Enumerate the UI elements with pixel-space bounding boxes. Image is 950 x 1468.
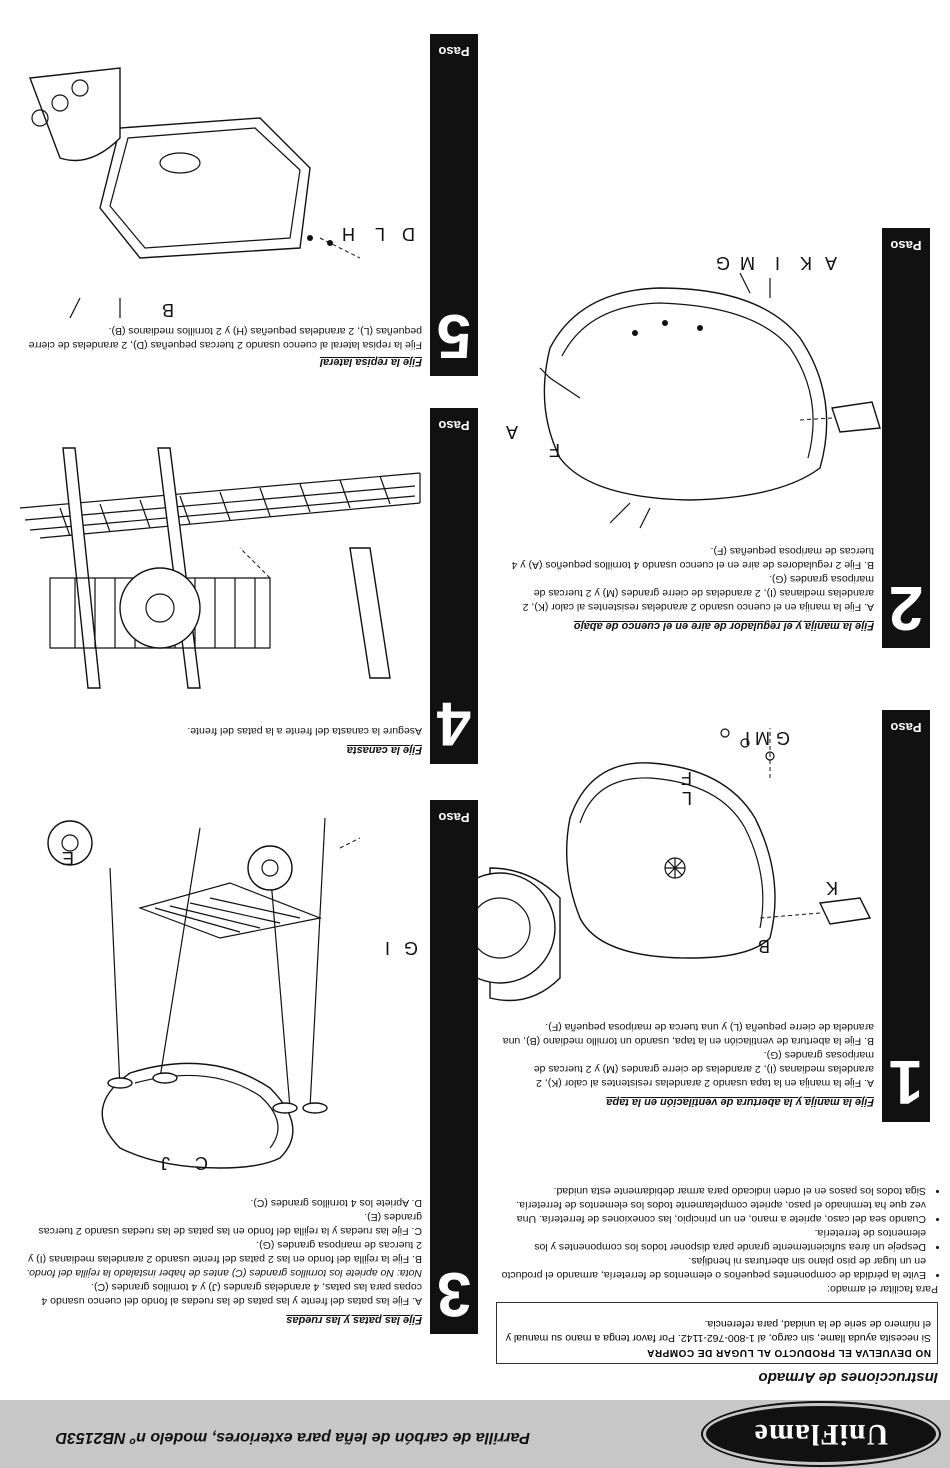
step-1-label: M — [755, 728, 770, 748]
step-5-label: D — [402, 224, 415, 244]
step-3-title: Fije las patas y las ruedas — [286, 1314, 422, 1326]
step-2-title: Fije la manija y el regulador de aire en el cuenco de abajo — [573, 620, 874, 632]
tips — [498, 1184, 938, 1296]
paso-1-number: 1 — [888, 1047, 924, 1116]
step-1-label: I — [744, 728, 750, 748]
step-3-item-d: D. Apriete los 4 tornillos grandes (C). — [250, 1197, 422, 1209]
step-5-title: Fije la repisa lateral — [319, 356, 422, 368]
step-1-instructions — [494, 1020, 874, 1090]
step-2-label: A — [505, 422, 518, 442]
document-title: Parrilla de carbón de leña para exteriores, modelo nº NB2153D — [55, 1429, 530, 1446]
paso-3-number: 3 — [436, 1259, 472, 1328]
step-2-item-b: B. Fije 2 reguladores de aire en el cuenco usando 4 tornillos pequeños (A) y 4 tuercas de mariposa pequeñas (F). — [511, 545, 874, 571]
step-1-diagram — [490, 698, 890, 1018]
notice-bold: NO DEVUELVA EL PRODUCTO AL LUGAR DE COMPRA — [646, 1347, 931, 1358]
step-3-label: J — [161, 1153, 170, 1173]
step-4-title: Fije la canasta — [346, 744, 422, 756]
paso-3-bar — [430, 800, 478, 1334]
step-3-note: Nota: No apriete los tornillos grandes (C) antes de haber instalado la rejilla del fondo. — [26, 1267, 422, 1279]
step-2-label: F — [549, 440, 560, 460]
step-3-item-a: A. Fije las patas del frente y las patas de las ruedas al fondo del cuenco usando 4 copas para las patas, 4 arandelas grandes (J) y 4 tornillos grandes (C). — [41, 1281, 422, 1307]
paso-5-word: Paso — [438, 44, 470, 59]
paso-4-bar — [430, 408, 478, 764]
tip-item: • Cuando sea del caso, apriete a mano, en un principio, las conexiones de ferretería. Una vez que ha terminado el paso, apriete completamente todos los elementos de ferretería. — [498, 1198, 926, 1226]
paso-2-bar — [882, 228, 930, 648]
step-4-item: Asegure la canasta del frente a la patas del frente. — [187, 725, 422, 737]
step-4-instructions — [22, 724, 422, 738]
step-2-instructions — [494, 544, 874, 614]
paso-5-number: 5 — [436, 301, 472, 370]
step-1-label: K — [825, 878, 838, 898]
paso-5-bar — [430, 34, 478, 376]
step-1-label: G — [775, 728, 790, 748]
step-2-label: A — [824, 253, 837, 273]
tips-lead: Para facilitar el armado: — [827, 1283, 938, 1295]
step-3-item-c: C. Fije las ruedas y la rejilla del fondo en las patas de las ruedas usando 2 tuercas grandes (E). — [38, 1211, 422, 1237]
step-5-label: B — [161, 300, 174, 320]
step-3-diagram — [20, 788, 420, 1168]
step-5-item: Fije la repisa lateral al cuenco usando 2 tuercas pequeñas (D), 2 arandelas de cierre pequeñas (L), 2 arandelas pequeñas (H) y 2 tornillos medianos (B). — [28, 325, 422, 351]
tip-item: • Evite la pérdida de componentes pequeños o elementos de ferretería, armando el producto en un lugar de piso plano sin aberturas ni hendijas. — [498, 1254, 926, 1282]
step-3-label: E — [61, 848, 74, 868]
step-5-label: H — [342, 224, 355, 244]
step-3-item-b: B. Fije la rejilla del fondo en las 2 patas del frente usando 2 arandelas medianas (I) y 2 tuercas de mariposa grandes (G). — [28, 1239, 422, 1265]
intro-title: Instrucciones de Armado — [758, 1369, 938, 1386]
tip-item: • Despeje un área suficientemente grande para disponer todos los componentes y los elementos de ferretería. — [498, 1226, 926, 1254]
step-3-instructions — [22, 1196, 422, 1308]
step-1-item-b: B. Fije la abertura de ventilación en la tapa, usando un tornillo mediano (B), una arandela de cierre pequeña (L) y una tuerca de mariposa pequeña (F). — [502, 1021, 874, 1047]
step-5-diagram — [20, 28, 420, 318]
step-5-label: L — [374, 224, 385, 244]
paso-2-word: Paso — [890, 238, 922, 253]
step-3-label: G — [403, 938, 418, 958]
step-1-item-a: A. Fije la manija en la tapa usando 2 arandelas resistentes al calor (K), 2 arandelas medianas (I), 2 arandelas de cierre grandes (M) y 2 tuercas de mariposas grandes (G). — [533, 1049, 874, 1089]
tip-item: • Siga todos los pasos en el orden indicado para armar debidamente esta unidad. — [498, 1184, 926, 1198]
step-1-label: F — [681, 768, 692, 788]
step-4-diagram — [20, 408, 420, 708]
step-1-label: L — [681, 788, 692, 808]
step-3-label: C — [195, 1153, 208, 1173]
step-2-label: K — [799, 253, 812, 273]
step-2-label: G — [715, 253, 730, 273]
step-2-label: I — [774, 253, 780, 273]
notice-box — [496, 1302, 938, 1364]
notice-text: Si necesita ayuda llame, sin cargo, al 1-800-762-1142. Por favor tenga a mano su manual y el número de serie de la unidad, para referencia. — [505, 1318, 931, 1344]
brand-logo: UniFlame — [706, 1406, 936, 1462]
step-1-label: B — [757, 936, 770, 956]
step-2-label: M — [740, 253, 755, 273]
paso-4-number: 4 — [436, 689, 472, 758]
step-2-item-a: A. Fije la manija en el cuenco usando 2 arandelas resistentes al calor (K), 2 arandelas medianas (I), 2 arandelas de cierre grandes (M) y 2 tuercas de mariposa grandes (G). — [522, 573, 874, 613]
step-1-title: Fije la manija y la abertura de ventilación en la tapa — [606, 1096, 874, 1108]
step-2-diagram — [500, 258, 880, 528]
paso-1-word: Paso — [890, 720, 922, 735]
paso-3-word: Paso — [438, 810, 470, 825]
step-3-label: I — [384, 938, 390, 958]
paso-2-number: 2 — [888, 573, 924, 642]
step-5-instructions — [22, 324, 422, 352]
paso-4-word: Paso — [438, 418, 470, 433]
